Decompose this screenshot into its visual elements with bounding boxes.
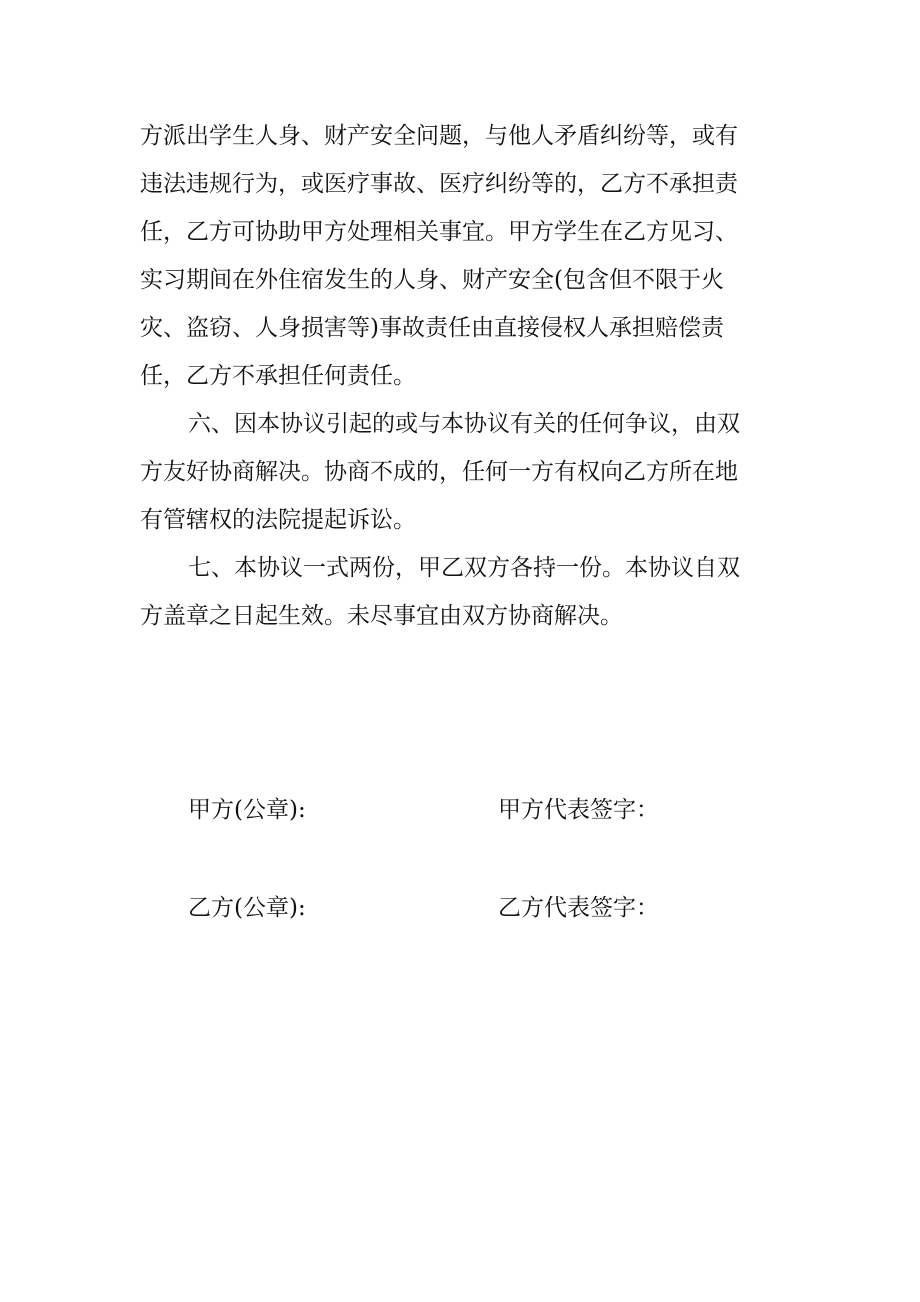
text-line: 方盖章之日起生效。未尽事宜由双方协商解决。 (140, 603, 623, 629)
party-a-seal-label: 甲方(公章): (188, 797, 306, 823)
text-line: 六、因本协议引起的或与本协议有关的任何争议，由双 (188, 411, 740, 437)
clause-six (140, 400, 782, 544)
party-b-signature-row (140, 888, 782, 928)
text-line: 实习期间在外住宿发生的人身、财产安全(包含但不限于火 (140, 267, 724, 293)
text-line: 违法违规行为，或医疗事故、医疗纠纷等的，乙方不承担责 (140, 171, 738, 197)
clause-five-continued (140, 112, 782, 400)
party-b-seal-label: 乙方(公章): (188, 895, 306, 921)
text-line: 七、本协议一式两份，甲乙双方各持一份。本协议自双 (188, 555, 740, 581)
text-line: 方友好协商解决。协商不成的，任何一方有权向乙方所在地 (140, 459, 738, 485)
party-a-representative-label: 甲方代表签字： (498, 797, 659, 823)
text-line: 灾、盗窃、人身损害等)事故责任由直接侵权人承担赔偿责 (140, 315, 724, 341)
document-page (140, 112, 782, 921)
text-line: 有管辖权的法院提起诉讼。 (140, 507, 416, 533)
party-b-representative-label: 乙方代表签字： (498, 895, 659, 921)
text-line: 方派出学生人身、财产安全问题，与他人矛盾纠纷等，或有 (140, 123, 738, 149)
text-line: 任，乙方不承担任何责任。 (140, 363, 416, 389)
text-line: 任，乙方可协助甲方处理相关事宜。甲方学生在乙方见习、 (140, 219, 738, 245)
party-a-signature-row (140, 790, 782, 830)
clause-seven (140, 544, 782, 640)
